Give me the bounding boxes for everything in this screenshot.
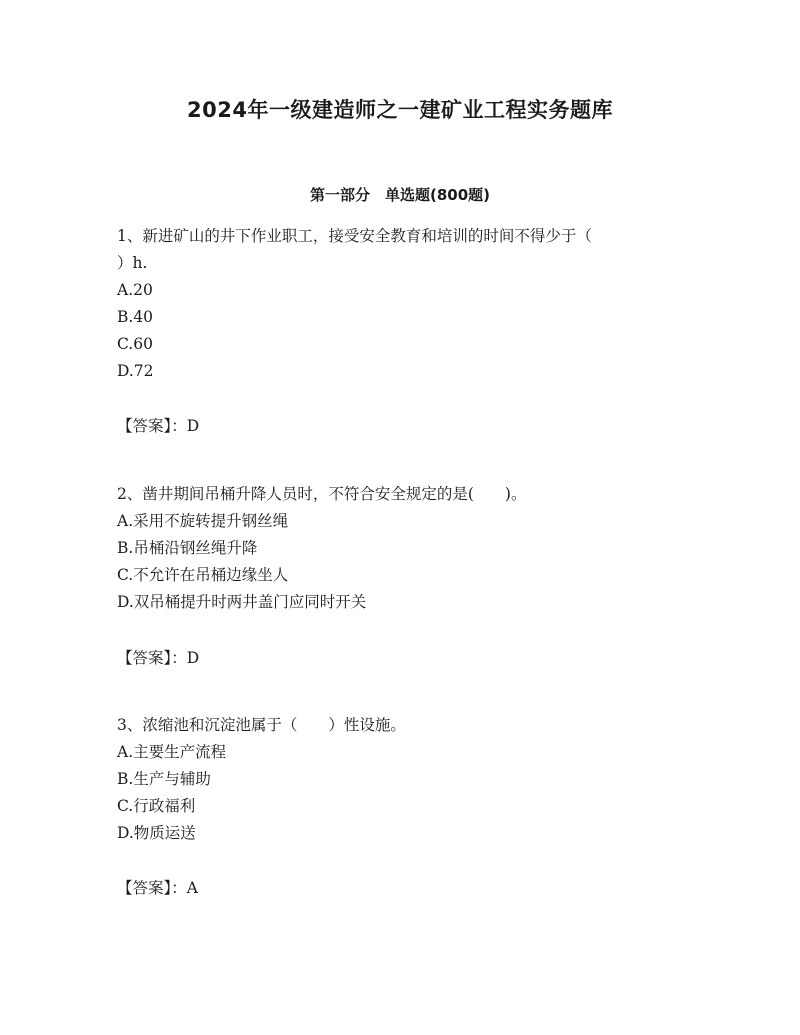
question-1-option-a: A.20 xyxy=(117,281,153,299)
section-title: 第一部分 单选题(800题) xyxy=(309,186,491,204)
question-3-option-d: D.物质运送 xyxy=(117,824,196,842)
question-1-option-c: C.60 xyxy=(117,335,153,353)
question-1-stem: 1、新进矿山的井下作业职工，接受安全教育和培训的时间不得少于（ xyxy=(117,227,592,245)
question-2-answer: 【答案】：D xyxy=(117,649,200,667)
question-3-answer: 【答案】：A xyxy=(117,879,198,897)
question-1 xyxy=(117,223,697,385)
question-1-option-d: D.72 xyxy=(117,362,154,380)
question-2-option-a: A.采用不旋转提升钢丝绳 xyxy=(117,512,289,530)
question-1-option-b: B.40 xyxy=(117,308,154,326)
question-2-option-c: C.不允许在吊桶边缘坐人 xyxy=(117,566,289,584)
question-2-option-d: D.双吊桶提升时两井盖门应同时开关 xyxy=(117,593,367,611)
question-2-option-b: B.吊桶沿钢丝绳升降 xyxy=(117,539,258,557)
question-3-stem: 3、浓缩池和沉淀池属于（ ）性设施。 xyxy=(117,716,406,734)
question-2-stem: 2、凿井期间吊桶升降人员时，不符合安全规定的是( )。 xyxy=(117,485,527,503)
question-3-option-b: B.生产与辅助 xyxy=(117,770,211,788)
question-3-option-a: A.主要生产流程 xyxy=(117,743,227,761)
question-3 xyxy=(117,712,697,847)
question-1-stem-continued: ）h. xyxy=(117,254,148,272)
question-2 xyxy=(117,481,697,616)
question-3-option-c: C.行政福利 xyxy=(117,797,196,815)
question-1-answer: 【答案】：D xyxy=(117,417,200,435)
document-title: 2024年一级建造师之一建矿业工程实务题库 xyxy=(187,98,613,122)
